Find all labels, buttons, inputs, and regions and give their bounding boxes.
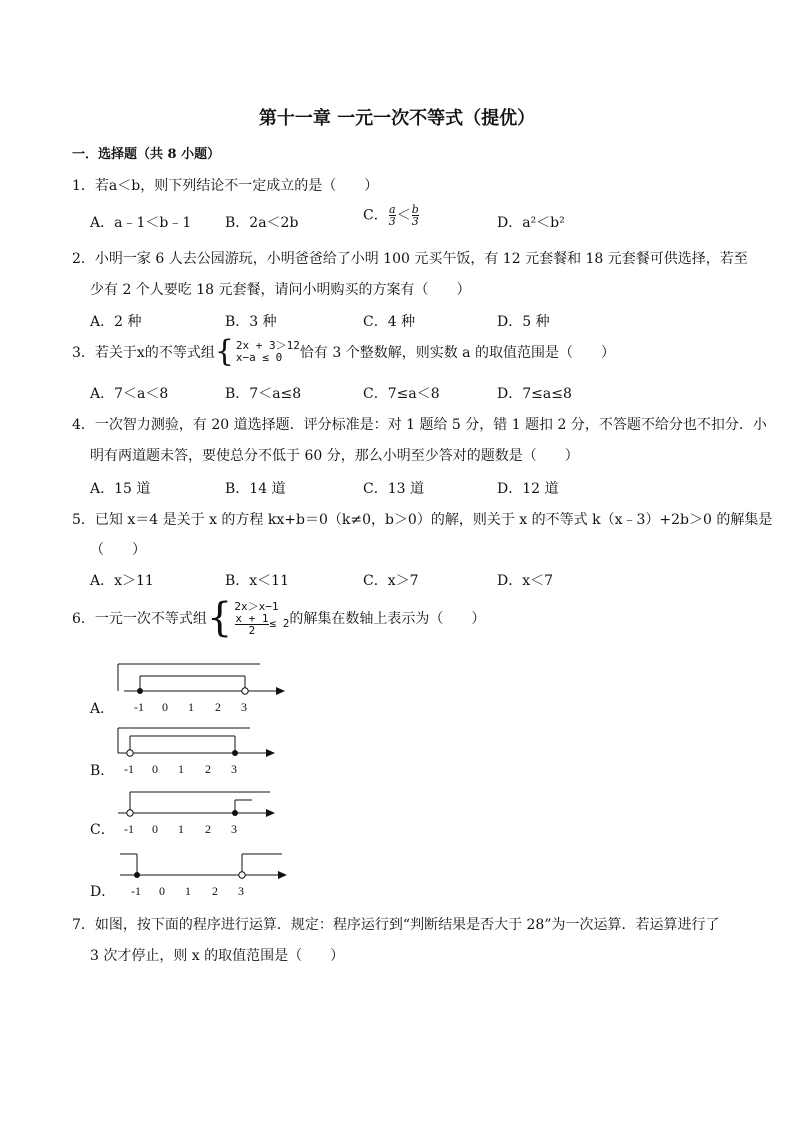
- tick-label: 1: [188, 700, 194, 714]
- question-stem: 已知 x＝4 是关于 x 的方程 kx+b＝0（k≠0，b＞0）的解，则关于 x 的不等式 k（x﹣3）+2b＞0 的解集是: [94, 512, 773, 528]
- option-c[interactable]: C．: [90, 822, 115, 838]
- tick-label: 2: [212, 884, 218, 898]
- question-6: [72, 595, 486, 641]
- option-a[interactable]: A．x＞11: [90, 573, 154, 589]
- tick-label: 0: [152, 822, 158, 836]
- inequality-system: { 2x＞x−1 $\frac{x + 1}{2}$ ≤ 2: [206, 595, 290, 641]
- option-d[interactable]: D．: [90, 884, 116, 900]
- option-d[interactable]: D．x＜7: [497, 573, 554, 589]
- question-stem-cont: 3 次才停止，则 x 的取值范围是（ ）: [90, 948, 345, 964]
- question-number: 2．: [72, 251, 95, 267]
- fraction: [412, 204, 419, 227]
- tick-label: 2: [215, 700, 221, 714]
- tick-label: -1: [131, 884, 141, 898]
- denominator: 2: [248, 623, 256, 637]
- question-stem-cont: （ ）: [90, 542, 146, 558]
- question-stem: 的解集在数轴上表示为（ ）: [289, 611, 486, 627]
- question-2: [72, 248, 748, 268]
- tick-label: 1: [185, 884, 191, 898]
- question-5: [72, 509, 772, 529]
- tick-label: -1: [124, 822, 134, 836]
- section-heading: 一．选择题（共 8 小题）: [72, 147, 221, 162]
- closed-dot: [134, 872, 140, 878]
- numerator: b: [411, 203, 419, 216]
- question-number: 3．: [72, 345, 95, 361]
- question-number: 5．: [72, 512, 95, 528]
- numerator: x + 1: [235, 611, 269, 625]
- denominator: 3: [388, 215, 396, 228]
- tick-label: -1: [134, 700, 144, 714]
- tick-label: -1: [124, 762, 134, 776]
- open-dot: [239, 872, 245, 878]
- option-a[interactable]: A．2 种: [90, 314, 142, 330]
- option-b[interactable]: B．2a＜2b: [225, 215, 299, 231]
- question-stem: 小明一家 6 人去公园游玩，小明爸爸给了小明 100 元买午饭，有 12 元套餐和 18 元套餐可供选择，若至: [94, 251, 748, 267]
- tick-label: 3: [231, 762, 237, 776]
- option-c[interactable]: C．13 道: [363, 481, 424, 497]
- option-d[interactable]: D．12 道: [497, 481, 559, 497]
- option-d[interactable]: D．7≤a≤8: [497, 386, 572, 402]
- option-d[interactable]: D．5 种: [497, 314, 550, 330]
- open-dot: [242, 688, 248, 694]
- denominator: 3: [411, 215, 419, 228]
- option-c[interactable]: C．7≤a＜8: [363, 386, 440, 402]
- question-7: [72, 914, 720, 934]
- operator: ＜: [396, 207, 411, 224]
- question-number: 4．: [72, 417, 95, 433]
- tick-label: 0: [162, 700, 168, 714]
- tick-label: 3: [231, 822, 237, 836]
- question-stem: 若关于x的不等式组: [94, 345, 215, 361]
- system-row: 2x + 3＞12: [235, 339, 300, 352]
- question-number: 6．: [72, 611, 95, 627]
- open-dot: [127, 750, 133, 756]
- tick-label: 3: [241, 700, 247, 714]
- question-stem-cont: 明有两道题未答，要使总分不低于 60 分，那么小明至少答对的题数是（ ）: [90, 448, 579, 464]
- tick-label: 2: [205, 822, 211, 836]
- question-stem: 若a＜b，则下列结论不一定成立的是（ ）: [94, 178, 379, 194]
- option-b[interactable]: B．3 种: [225, 314, 277, 330]
- question-stem: 恰有 3 个整数解，则实数 a 的取值范围是（ ）: [299, 345, 615, 361]
- question-stem: 一次智力测验，有 20 道选择题．评分标准是：对 1 题给 5 分，错 1 题扣 2 分，不答题不给分也不扣分．小: [94, 417, 767, 433]
- question-stem-cont: 少有 2 个人要吃 18 元套餐，请问小明购买的方案有（ ）: [90, 282, 471, 298]
- tick-label: 0: [159, 884, 165, 898]
- number-line-b: [110, 720, 290, 780]
- numerator: a: [388, 203, 396, 216]
- number-line-a: [110, 658, 290, 718]
- option-label: C．: [363, 207, 388, 224]
- system-row: x−a ≤ 0: [235, 351, 283, 364]
- option-c[interactable]: [363, 204, 420, 227]
- option-a[interactable]: A．: [90, 701, 115, 717]
- question-number: 1．: [72, 178, 95, 194]
- tick-label: 1: [178, 822, 184, 836]
- question-4: [72, 414, 767, 434]
- option-c[interactable]: C．x＞7: [363, 573, 419, 589]
- tick-label: 0: [152, 762, 158, 776]
- option-b[interactable]: B．14 道: [225, 481, 286, 497]
- inequality-system: { 2x + 3＞12 x−a ≤ 0: [214, 334, 300, 369]
- tick-label: 1: [178, 762, 184, 776]
- number-line-c: [110, 780, 290, 840]
- option-b[interactable]: B．x＜11: [225, 573, 289, 589]
- option-c[interactable]: C．4 种: [363, 314, 416, 330]
- system-row-tail: ≤ 2: [269, 617, 290, 630]
- system-row: 2x＞x−1: [234, 599, 279, 613]
- fraction: [389, 204, 396, 227]
- closed-dot: [232, 750, 238, 756]
- tick-label: 2: [205, 762, 211, 776]
- option-b[interactable]: B．7＜a≤8: [225, 386, 302, 402]
- open-dot: [127, 810, 133, 816]
- closed-dot: [232, 810, 238, 816]
- question-1: [72, 175, 378, 195]
- question-number: 7．: [72, 917, 95, 933]
- question-stem: 如图，按下面的程序进行运算．规定：程序运行到“判断结果是否大于 28”为一次运算．若运算进行了: [94, 917, 720, 933]
- page-title: 第十一章 一元一次不等式（提优）: [258, 108, 536, 129]
- number-line-d: [110, 842, 300, 902]
- option-a[interactable]: A．a﹣1＜b﹣1: [90, 215, 192, 231]
- axis-arrow: [276, 687, 285, 695]
- question-3: [72, 334, 615, 369]
- option-a[interactable]: A．7＜a＜8: [90, 386, 169, 402]
- tick-label: 3: [238, 884, 244, 898]
- option-d[interactable]: D．a²＜b²: [497, 215, 565, 231]
- question-stem: 一元一次不等式组: [94, 611, 207, 627]
- fraction: [235, 613, 268, 636]
- option-b[interactable]: B．: [90, 763, 115, 779]
- option-a[interactable]: A．15 道: [90, 481, 151, 497]
- closed-dot: [137, 688, 143, 694]
